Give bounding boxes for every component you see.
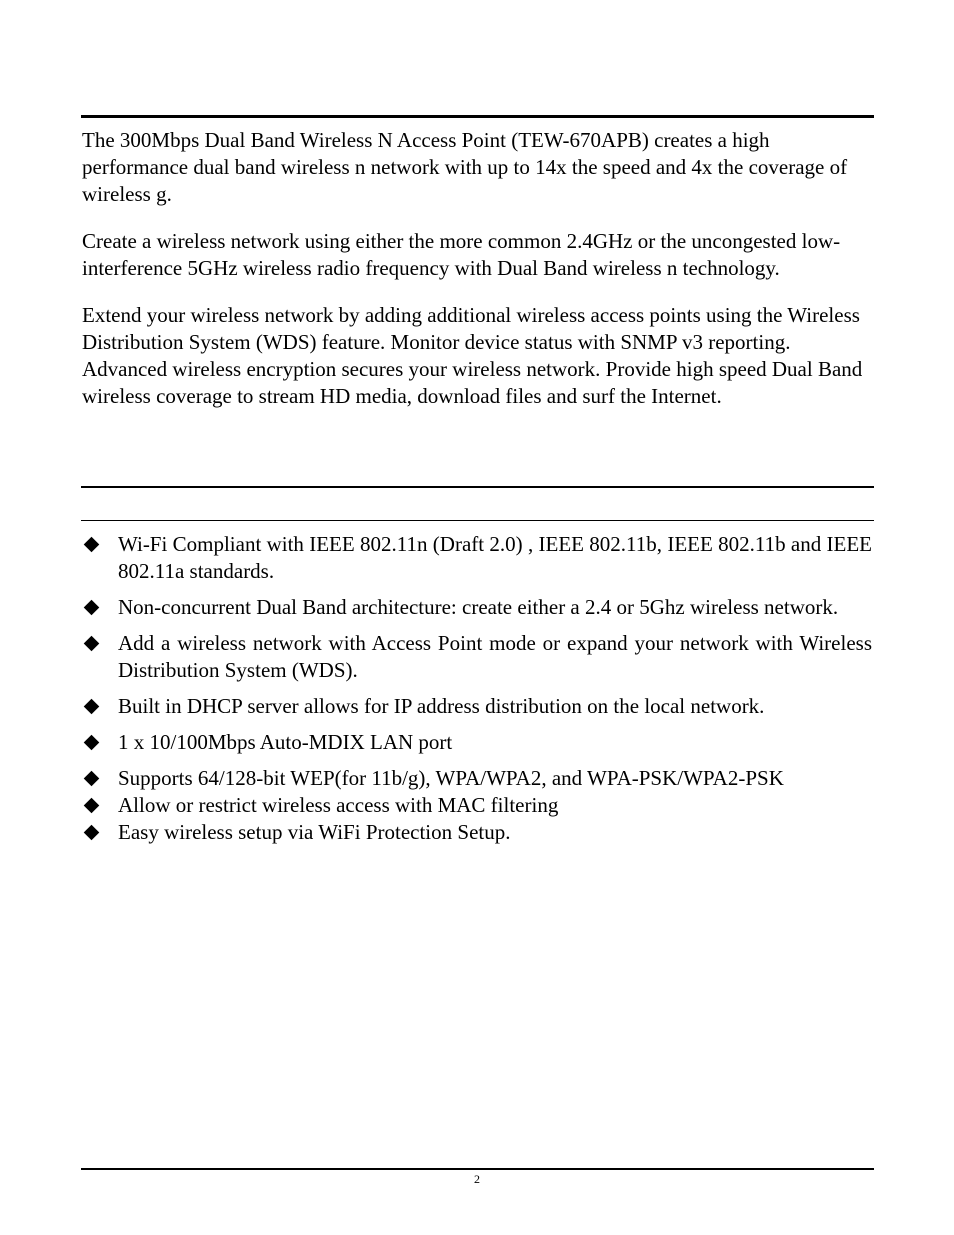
feature-text: Supports 64/128-bit WEP(for 11b/g), WPA/WPA2, and WPA-PSK/WPA2-PSK: [118, 766, 784, 790]
top-divider: [81, 115, 874, 118]
diamond-bullet-icon: [84, 798, 100, 814]
diamond-bullet-icon: [84, 771, 100, 787]
diamond-bullet-icon: [84, 825, 100, 841]
features-divider: [81, 520, 874, 521]
feature-text: Allow or restrict wireless access with MAC filtering: [118, 793, 559, 817]
feature-text: Non-concurrent Dual Band architecture: create either a 2.4 or 5Ghz wireless network.: [118, 595, 839, 619]
diamond-bullet-icon: [84, 735, 100, 751]
feature-item: [82, 765, 872, 792]
feature-item: [82, 630, 872, 684]
section-divider: [81, 486, 874, 488]
feature-text: Wi-Fi Compliant with IEEE 802.11n (Draft 2.0) , IEEE 802.11b, IEEE 802.11b and IEEE 802.11a standards.: [118, 532, 872, 583]
diamond-bullet-icon: [84, 636, 100, 652]
feature-item: [82, 693, 872, 720]
feature-item: [82, 819, 872, 846]
diamond-bullet-icon: [84, 600, 100, 616]
feature-item: [82, 594, 872, 621]
feature-text: Built in DHCP server allows for IP address distribution on the local network.: [118, 694, 765, 718]
diamond-bullet-icon: [84, 699, 100, 715]
feature-text: Add a wireless network with Access Point mode or expand your network with Wireless Distribution System (WDS).: [118, 631, 872, 682]
feature-item: [82, 531, 872, 585]
overview-paragraph-2: Create a wireless network using either the more common 2.4GHz or the uncongested low-interference 5GHz wireless radio frequency with Dual Band wireless n technology.: [82, 229, 841, 280]
feature-list: [82, 531, 872, 846]
feature-text: Easy wireless setup via WiFi Protection Setup.: [118, 820, 511, 844]
diamond-bullet-icon: [84, 537, 100, 553]
overview-paragraph-1: The 300Mbps Dual Band Wireless N Access Point (TEW-670APB) creates a high performance dual band wireless n network with up to 14x the speed and 4x the coverage of wireless g.: [82, 128, 848, 206]
feature-item: [82, 729, 872, 756]
product-overview: [82, 127, 872, 430]
page-number: 2: [474, 1172, 480, 1186]
overview-paragraph-3: Extend your wireless network by adding additional wireless access points using the Wireless Distribution System (WDS) feature. Monitor device status with SNMP v3 reporting. Advanced wireless encryption secures your wireless network. Provide high speed Dual Band wireless coverage to stream HD media, download files and surf the Internet.: [82, 303, 863, 408]
feature-item: [82, 792, 872, 819]
feature-text: 1 x 10/100Mbps Auto-MDIX LAN port: [118, 730, 453, 754]
footer-divider: [81, 1168, 874, 1170]
